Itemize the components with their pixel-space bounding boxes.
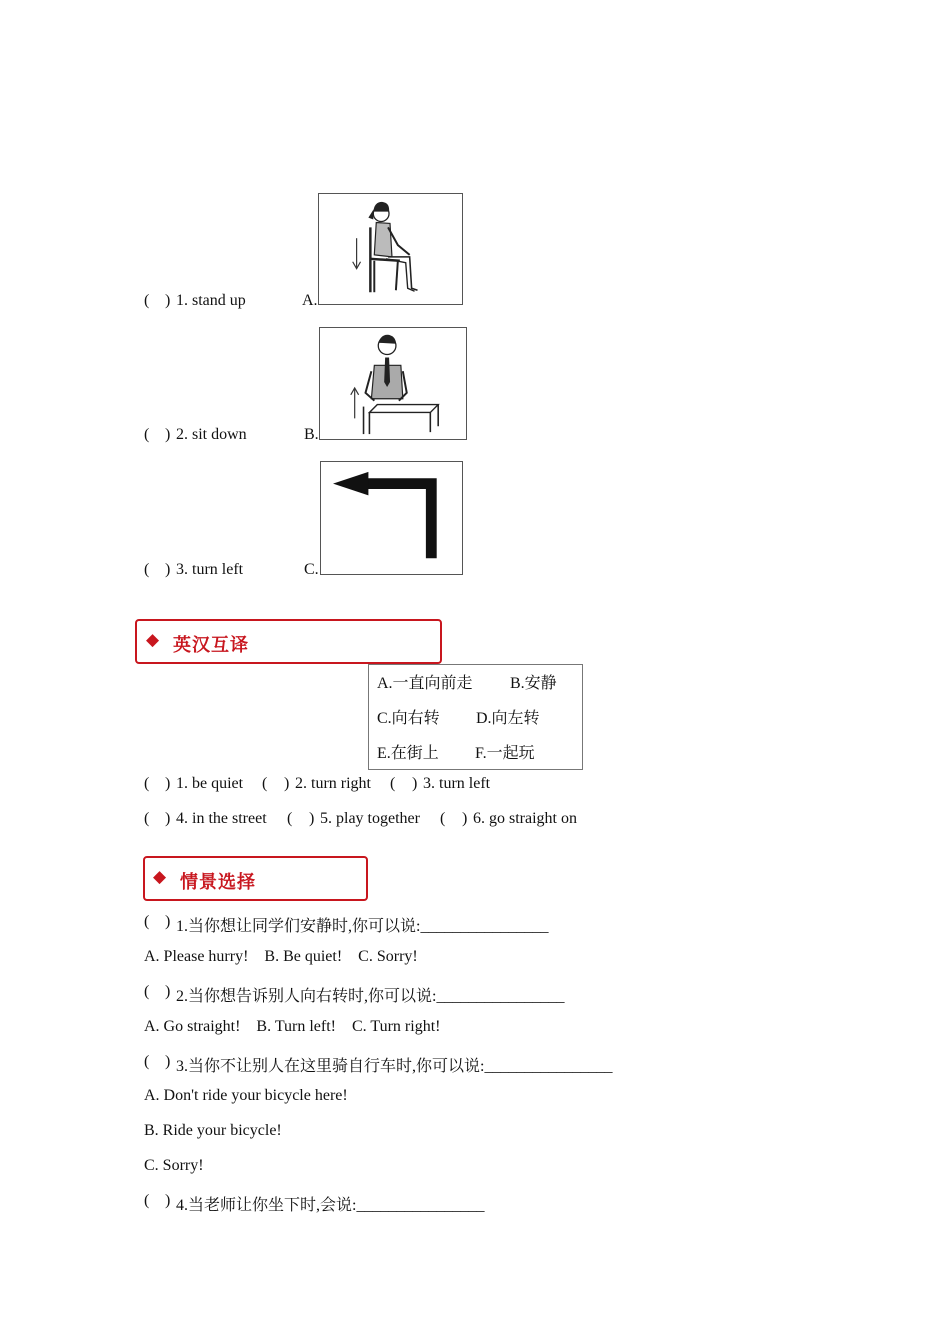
answer-paren-close: ) (165, 561, 171, 578)
matching-letter: A. (302, 292, 318, 309)
diamond-icon: ◆ (153, 867, 167, 887)
answer-paren-open: ( (144, 913, 150, 930)
option-d: D.向左转 (476, 710, 540, 727)
option-c: C.向右转 (377, 710, 440, 727)
answer-paren-open: ( (144, 292, 150, 309)
girl-sitting-icon (319, 194, 462, 304)
answer-paren-close: ) (462, 810, 468, 827)
standing-boy-picture (319, 327, 467, 440)
matching-phrase: 2. sit down (176, 426, 247, 443)
answer-paren-open: ( (440, 810, 446, 827)
diamond-icon: ◆ (146, 630, 160, 650)
option-a: A.一直向前走 (377, 675, 473, 692)
question-option-a: A. Don't ride your bicycle here! (144, 1087, 348, 1104)
sitting-girl-picture (318, 193, 463, 305)
question-text: 1.当你想让同学们安静时,你可以说:________________ (176, 918, 549, 935)
answer-paren-open: ( (262, 775, 268, 792)
answer-paren-close: ) (412, 775, 418, 792)
question-options: A. Go straight! B. Turn left! C. Turn right! (144, 1018, 441, 1035)
translation-item: 4. in the street (176, 810, 267, 827)
translation-item: 5. play together (320, 810, 420, 827)
turn-left-sign-picture (320, 461, 463, 575)
answer-paren-close: ) (165, 1053, 171, 1070)
answer-paren-close: ) (165, 775, 171, 792)
answer-paren-close: ) (309, 810, 315, 827)
answer-paren-open: ( (144, 810, 150, 827)
section-title: 英汉互译 (173, 635, 249, 656)
matching-phrase: 1. stand up (176, 292, 246, 309)
answer-paren-open: ( (390, 775, 396, 792)
option-f: F.一起玩 (475, 745, 535, 762)
translation-item: 2. turn right (295, 775, 371, 792)
answer-paren-close: ) (165, 983, 171, 1000)
matching-phrase: 3. turn left (176, 561, 244, 578)
answer-paren-close: ) (165, 292, 171, 309)
question-text: 3.当你不让别人在这里骑自行车时,你可以说:________________ (176, 1058, 613, 1075)
answer-paren-close: ) (165, 810, 171, 827)
question-options: A. Please hurry! B. Be quiet! C. Sorry! (144, 948, 418, 965)
question-text: 2.当你想告诉别人向右转时,你可以说:________________ (176, 988, 565, 1005)
answer-paren-open: ( (144, 983, 150, 1000)
answer-paren-open: ( (144, 1192, 150, 1209)
turn-left-arrow-icon (321, 462, 462, 574)
answer-paren-open: ( (144, 561, 150, 578)
answer-paren-close: ) (165, 1192, 171, 1209)
boy-standing-icon (320, 328, 466, 439)
answer-paren-open: ( (144, 426, 150, 443)
answer-paren-open: ( (144, 1053, 150, 1070)
option-e: E.在街上 (377, 745, 439, 762)
answer-paren-close: ) (165, 913, 171, 930)
question-text: 4.当老师让你坐下时,会说:________________ (176, 1197, 485, 1214)
question-option-b: B. Ride your bicycle! (144, 1122, 282, 1139)
answer-paren-open: ( (144, 775, 150, 792)
option-b: B.安静 (510, 675, 557, 692)
answer-paren-open: ( (287, 810, 293, 827)
translation-options-box (368, 664, 583, 770)
section-header-translation (135, 619, 442, 664)
matching-letter: B. (304, 426, 319, 443)
section-header-situation (143, 856, 368, 901)
answer-paren-close: ) (284, 775, 290, 792)
matching-letter: C. (304, 561, 319, 578)
translation-item: 1. be quiet (176, 775, 244, 792)
translation-item: 3. turn left (423, 775, 491, 792)
section-title: 情景选择 (180, 872, 256, 893)
translation-item: 6. go straight on (473, 810, 577, 827)
answer-paren-close: ) (165, 426, 171, 443)
question-option-c: C. Sorry! (144, 1157, 204, 1174)
